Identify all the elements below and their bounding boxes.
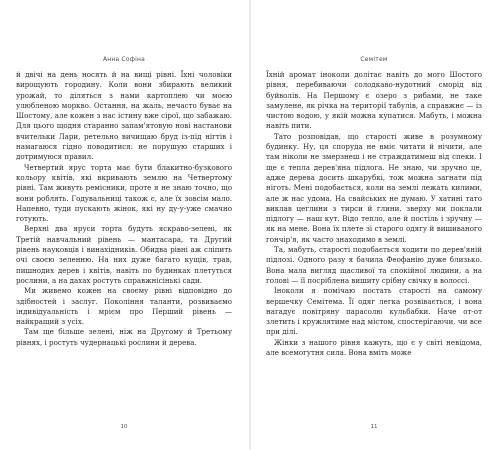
running-head-title: Семітем xyxy=(360,56,388,63)
left-page xyxy=(6,0,242,450)
page-number-left: 10 xyxy=(120,424,128,430)
right-body-text xyxy=(266,70,482,358)
paragraph: Жінки з нашого рівня кажуть, що є у світі невідома, але всемогутня сила. Вона вміть може xyxy=(266,337,482,358)
paragraph: Іноколи я помічаю постать старості на самому вершечку Семітема. Її одяг легка розвівається, і вона нагадує повітряну парасолю кульбабки. Наче от-от злетить і кружлятиме над містом, спостерігаючи, чи все при ділі. xyxy=(266,286,482,337)
paragraph: Там ще більше зелені, ніж на Другому й Третьому рівнях, і ростуть чудернацькі рослини й дерева. xyxy=(16,327,232,347)
right-page xyxy=(256,0,492,450)
book-gutter xyxy=(249,0,251,450)
running-head-author: Анна Софіна xyxy=(103,56,145,63)
paragraph: Тато розповідав, що старості живе в розумному будинку. Ну, ця споруда не вміє читати й нічити, але там ніколи не змерзнеш і не страждатимеш від спеки. І ще є тепла дерев'яна підлога. Не знаю, чи зручно це, адже дерева досить шкарубкі, тож можна загнати під ніготь. Мені подобається, коли на землі лежать килими, але ж нас удома. На свайських не думаю. У хатині тато виклав цеглини з тирси й глини, зверху ми поклали підлогу — наш кут. Відо тепло, але й постіль і зручну — як на мене. Вона їх плете зі старого одягу й вишиваного гончір'я, як часто знаходимо в землі. xyxy=(266,131,482,244)
paragraph: Верхні два яруси торта будуть яскраво-зелені, як Третій навчальний рівень — мантасара, та Другий рівень науковців і винахідників. Обидва рівні аж сліпить очі своєю зеленню. На них дуже багато кущів, трав, пишнодих дерев і квітів, навіть по будинках плетуться рослини, а на дахах ростуть справжнісінькі сади. xyxy=(16,224,232,285)
left-body-text xyxy=(16,70,232,348)
paragraph: Четвертий ярус торта має бути блакитно-бузкового кольору квітів, які вкривають землю на Четвертому рівні. Там живуть ремісники, проте я не знаю точно, що вони роблять. Годувальниці також є, але їх зовсім мало. Напевно, туди пускають жінок, які ну ду-у-уже смачно готують. xyxy=(16,162,232,224)
paragraph: й двічі на день носять й на вищі рівні. Їхні чоловіки вирощують городину. Коли вони збирають великий урожай, то діляться з нами картоплею чи моєю улюбленою моркво. Остання, на жаль, нечасто буває на Шостому, але кожен з нас істину вже сірої, що забажаю. Для цього щодня старанно запам'ятовую нові настанови вчительки Лари, ретельно вичищаю бруд із-під нігтів і намагаюся гідно поводитися: не порушую старших і дотримуюся правил. xyxy=(16,70,232,162)
paragraph: Та, мабуть, старості подобається ходити по дерев'яній підлозі. Одного разу я бачила Феофанію дуже близько. Вона мала вигляд щасливої та спокійної людини, а на голові — її посріблена вишиту срібну свічку в волоссі. xyxy=(266,245,482,285)
paragraph: Їхній аромат іноколи долітає навіть до мого Шостого рівня, перебиваючи солодкаво-нудотний сморід від буйволів. На Першому є озеро з рибами, не таке замулене, як річка на території табулів, а справжнє — із чистою водою, у якій можна купатися. Мабуть, і можна навіть пити. xyxy=(266,70,482,131)
paragraph: Ми живемо кожен на своєму рівні відповідно до здібностей і заслуг. Покоління таланти, розвиваємо індивідуальність і мрієм про Перший рівень — найкращий з усіх. xyxy=(16,286,232,327)
page-number-right: 11 xyxy=(370,424,378,430)
